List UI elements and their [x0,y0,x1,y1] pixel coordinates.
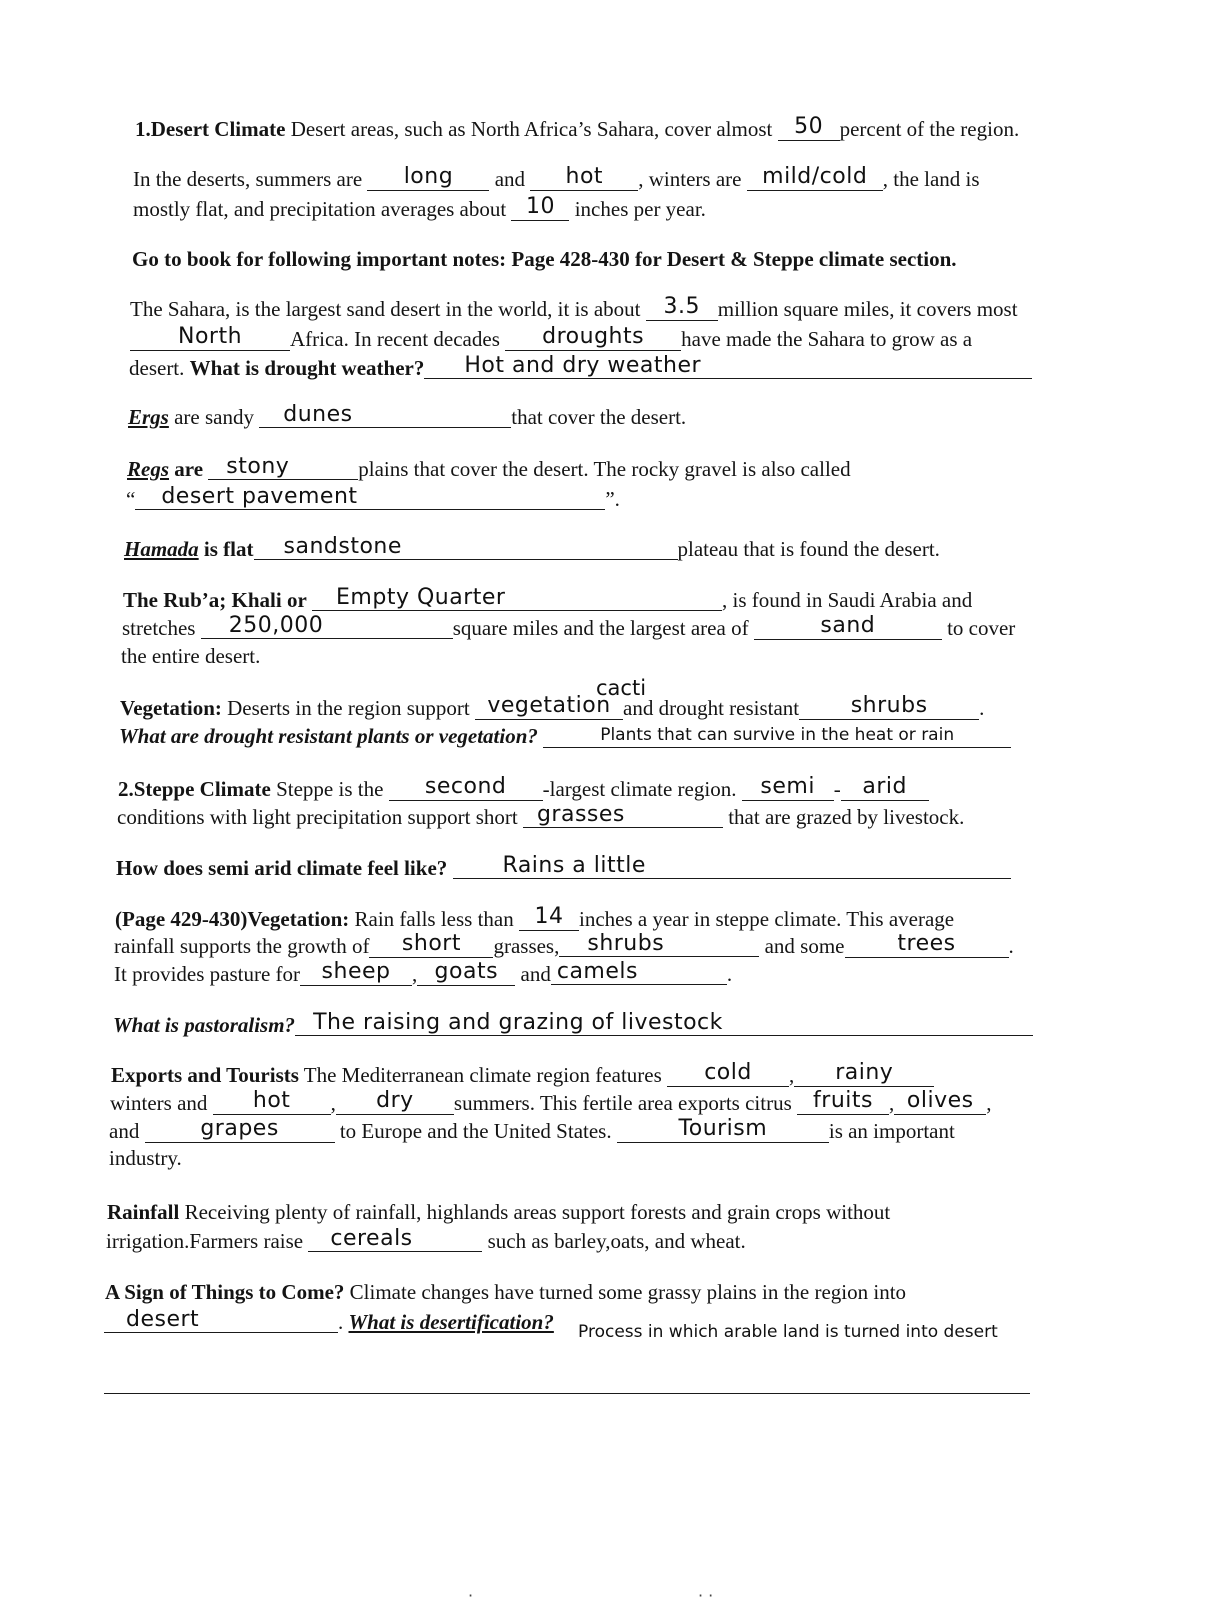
answer-blank[interactable] [424,353,1032,379]
text: that are grazed by livestock. [728,805,965,829]
answer-blank[interactable] [475,693,623,720]
ergs-line [128,402,687,429]
answer-blank[interactable] [213,1088,331,1115]
answer-blank[interactable] [794,1060,934,1087]
answer-blank[interactable] [551,959,727,985]
answer-blank[interactable] [453,853,1011,879]
handwritten-answer: shrubs [850,693,928,718]
text: and [109,1119,140,1143]
answer-blank[interactable] [894,1088,986,1115]
handwritten-answer: cold [704,1060,752,1085]
text: rainfall supports the growth of [114,934,370,958]
text: plateau that is found the desert. [677,537,940,561]
answer-blank[interactable] [104,1307,338,1333]
text: winters and [110,1091,208,1115]
text: grasses, [493,934,560,958]
handwritten-answer: short [401,931,461,956]
handwritten-answer: North [177,324,243,349]
question-semi-arid: How does semi arid climate feel like? [116,856,448,880]
steppe-line-2 [117,802,965,829]
text: , winters are [638,167,742,191]
text: . [979,696,985,720]
steppe-line-1 [118,774,929,801]
handwritten-answer: shrubs [587,931,665,956]
text: such as barley,oats, and wheat. [487,1229,746,1253]
text: to Europe and the United States. [339,1119,612,1143]
regs-line-1 [127,454,851,481]
answer-blank[interactable] [799,693,979,720]
handwritten-answer: sandstone [283,534,402,559]
text: It provides pasture for [114,962,301,986]
answer-blank[interactable] [742,774,834,801]
text: percent of the region. [839,117,1020,141]
text: are [174,457,204,481]
answer-blank[interactable] [543,725,1011,748]
handwritten-answer: 50 [794,114,824,139]
question-desertification: What is desertification? [348,1310,554,1334]
text: and drought resistant [623,696,800,720]
text: inches per year. [574,197,706,221]
handwritten-answer: stony [226,454,290,479]
exports-line-1 [111,1060,934,1087]
answer-blank[interactable] [841,774,929,801]
handwritten-answer: Hot and dry weather [464,353,702,378]
section-title-steppe-climate: 2.Steppe Climate [118,777,271,801]
answer-blank[interactable] [797,1088,889,1115]
handwritten-answer: dry [376,1088,414,1113]
text: The Rub’a; Khali or [123,588,307,612]
handwritten-answer: 250,000 [228,613,324,638]
text: is an important [828,1119,955,1143]
term-ergs: Ergs [128,405,169,429]
text: -largest climate region. [542,777,737,801]
text: Desert areas, such as North Africa’s Sahara, cover almost [290,117,773,141]
handwritten-answer: arid [862,774,907,799]
answer-blank[interactable] [754,613,942,640]
answer-blank[interactable] [300,959,412,986]
handwritten-answer: semi [760,774,815,799]
text: is flat [203,537,254,561]
regs-line-2 [126,484,620,511]
handwritten-answer: mild/cold [762,164,868,189]
exports-line-4: industry. [109,1146,182,1170]
section-title-exports: Exports and Tourists [111,1063,299,1087]
term-regs: Regs [127,457,169,481]
answer-blank[interactable] [336,1088,454,1115]
handwritten-answer: 14 [534,904,564,929]
text: inches a year in steppe climate. This average [579,907,955,931]
scan-mark: · [468,1586,474,1605]
rub-line-3: the entire desert. [121,644,261,668]
text: Deserts in the region support [227,696,470,720]
rainfall-line-1 [107,1200,890,1224]
text: , the land is [882,167,980,191]
answer-blank[interactable] [845,931,1009,958]
handwritten-answer: grapes [200,1116,279,1141]
handwritten-answer: cereals [330,1226,413,1251]
text: , is found in Saudi Arabia and [722,588,973,612]
answer-blank[interactable] [369,931,493,958]
hamada-line [124,534,940,561]
text: and [494,167,526,191]
handwritten-answer: hot [565,164,604,189]
text: and [520,962,551,986]
text: desert. [129,356,185,380]
text: , [330,1091,336,1115]
answer-blank[interactable] [617,1116,829,1143]
answer-blank[interactable] [417,959,515,986]
book-note: Go to book for following important notes: Page 428-430 for Desert & Steppe climate section. [132,247,957,271]
desert-climate-line-3 [133,194,706,221]
handwritten-answer: second [424,774,507,799]
question-drought-plants: What are drought resistant plants or vegetation? [119,724,538,748]
vegetation-line-1 [120,693,985,720]
text: “ [126,487,136,511]
section-title-desert-climate: 1.Desert Climate [135,117,286,141]
question-drought: What is drought weather? [189,356,425,380]
answer-blank[interactable] [646,294,718,321]
handwritten-insert-cacti: cacti [596,676,647,700]
answer-blank[interactable] [201,613,453,639]
handwritten-answer: 3.5 [663,294,700,319]
text: that cover the desert. [511,405,687,429]
answer-blank[interactable] [667,1060,789,1087]
text: , [789,1063,795,1087]
exports-line-2 [110,1088,992,1115]
handwritten-answer: olives [906,1088,974,1113]
answer-blank[interactable] [308,1226,482,1252]
text: million square miles, it covers most [717,297,1018,321]
handwritten-answer: 10 [525,194,555,219]
text: to cover [947,616,1016,640]
section-title-rainfall: Rainfall [107,1200,180,1224]
section-title-vegetation: Vegetation: [120,696,222,720]
handwritten-answer: vegetation [487,693,611,718]
answer-blank[interactable] [367,164,489,191]
answer-blank[interactable] [295,1010,1033,1036]
sign-line-2 [104,1307,554,1334]
answer-blank[interactable] [254,534,678,560]
text: summers. This fertile area exports citrus [453,1091,792,1115]
term-hamada: Hamada [124,537,199,561]
rainfall-line-2 [106,1226,746,1253]
section-title-sign: A Sign of Things to Come? [105,1280,345,1304]
answer-blank[interactable] [135,484,605,510]
answer-blank[interactable] [505,324,681,351]
handwritten-answer: rainy [835,1060,894,1085]
handwritten-answer: desert pavement [161,484,358,509]
sign-line-1 [105,1280,906,1304]
sahara-line-2 [130,324,973,351]
answer-blank[interactable] [530,164,638,191]
text: , [889,1091,895,1115]
text: mostly flat, and precipitation averages about [133,197,507,221]
text: The Sahara, is the largest sand desert in the world, it is about [130,297,641,321]
rub-line-1 [123,585,973,612]
text: conditions with light precipitation support short [117,805,518,829]
handwritten-answer: The raising and grazing of livestock [313,1010,723,1035]
text: , [986,1091,992,1115]
text: . [1008,934,1014,958]
text: have made the Sahara to grow as a [681,327,973,351]
handwritten-answer: long [403,164,454,189]
answer-blank[interactable] [145,1116,335,1143]
handwritten-answer: desert [126,1307,200,1332]
handwritten-answer: hot [252,1088,291,1113]
sahara-line-1 [130,294,1018,321]
text: In the deserts, summers are [133,167,363,191]
semi-arid-line [116,853,1011,880]
exports-line-3 [109,1116,955,1143]
handwritten-answer: Empty Quarter [336,585,506,610]
handwritten-answer: Plants that can survive in the heat or rain [600,725,955,745]
steppe-veg-line-3 [114,959,733,986]
text: stretches [122,616,196,640]
text: Receiving plenty of rainfall, highlands areas support forests and grain crops without [184,1200,891,1224]
answer-blank[interactable] [519,904,579,931]
text: The Mediterranean climate region features [303,1063,662,1087]
answer-blank[interactable] [747,164,883,191]
question-pastoralism: What is pastoralism? [113,1013,296,1037]
text: ”. [605,487,620,511]
answer-blank[interactable] [511,194,569,221]
answer-blank[interactable] [778,114,840,141]
answer-blank[interactable] [208,454,358,480]
text: plains that cover the desert. The rocky gravel is also called [358,457,851,481]
text: . [726,962,733,986]
text: irrigation.Farmers raise [106,1229,304,1253]
answer-blank[interactable] [259,402,511,428]
handwritten-answer: sheep [321,959,391,984]
handwritten-answer: Rains a little [502,853,646,878]
desert-climate-line-2 [133,164,980,191]
desert-climate-line-1 [135,114,1020,141]
handwritten-answer: camels [556,959,638,984]
rub-line-2 [122,613,1016,640]
vegetation-line-2 [119,724,1011,748]
text: . [338,1310,344,1334]
text: Africa. In recent decades [290,327,500,351]
handwritten-answer-desertification: Process in which arable land is turned into desert [578,1322,998,1342]
scan-mark: · · [698,1586,714,1605]
handwritten-answer: goats [434,959,499,984]
answer-line [104,1393,1030,1394]
text: are sandy [174,405,254,429]
handwritten-answer: trees [897,931,956,956]
pastoralism-line [113,1010,1033,1037]
answer-blank[interactable] [559,931,759,957]
text: Rain falls less than [354,907,514,931]
text: - [833,777,841,801]
steppe-veg-line-2 [114,931,1014,958]
handwritten-answer: grasses [536,802,625,827]
steppe-veg-line-1 [115,904,955,931]
answer-blank[interactable] [130,324,290,351]
handwritten-answer: Tourism [678,1116,768,1141]
answer-blank[interactable] [523,802,723,828]
handwritten-answer: droughts [542,324,645,349]
text: square miles and the largest area of [452,616,749,640]
answer-blank[interactable] [389,774,543,801]
sahara-line-3 [129,353,1032,380]
answer-blank[interactable] [312,585,722,611]
text: Climate changes have turned some grassy plains in the region into [349,1280,907,1304]
handwritten-answer: fruits [813,1088,873,1113]
handwritten-answer: dunes [283,402,353,427]
section-title-steppe-vegetation: (Page 429-430)Vegetation: [115,907,350,931]
handwritten-answer: sand [820,613,876,638]
text: Steppe is the [276,777,384,801]
text: and some [764,934,845,958]
text: , [412,962,418,986]
